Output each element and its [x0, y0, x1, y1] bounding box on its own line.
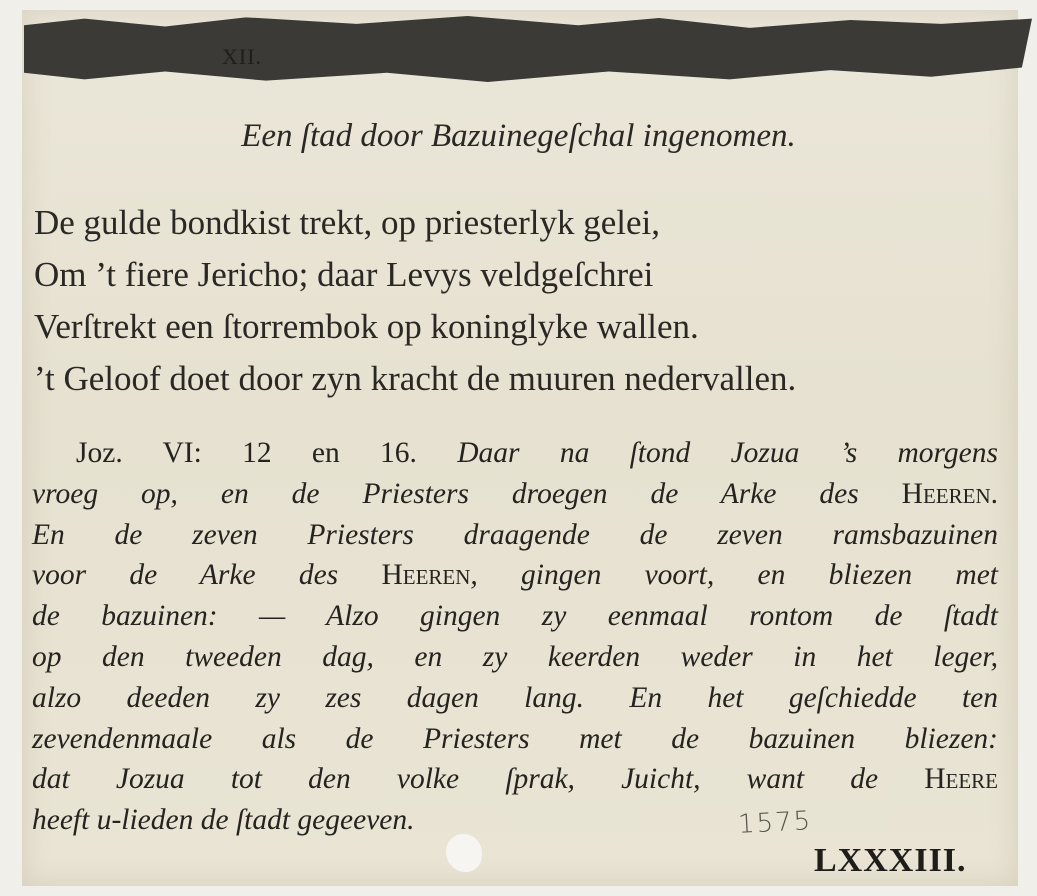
verse-block	[34, 197, 994, 405]
scripture-line: zevendenmaale als de Priesters met de bazuinen bliezen:	[32, 722, 998, 755]
torn-header-strip	[24, 16, 1032, 82]
scripture-text: , gingen voort, en bliezen met	[470, 559, 998, 592]
scripture-text: vroeg op, en de Priesters droegen de Arke des	[32, 477, 859, 510]
scripture-line: alzo deeden zy zes dagen lang. En het geſchiedde ten	[32, 681, 998, 714]
small-caps-word: Heeren	[381, 559, 471, 592]
scripture-line: heeft u-lieden de ſtadt gegeeven.	[32, 804, 415, 837]
verse-line: Om ’t fiere Jericho; daar Levys veldgeſchrei	[34, 255, 654, 294]
scripture-line: op den tweeden dag, en zy keerden weder in het leger,	[32, 640, 998, 673]
page-number: XII.	[222, 44, 263, 69]
scripture-line	[32, 474, 998, 515]
page-title: Een ſtad door Bazuinegeſchal ingenomen.	[241, 118, 796, 154]
scripture-line: de bazuinen: — Alzo gingen zy eenmaal rontom de ſtadt	[32, 600, 998, 633]
scripture-line	[32, 759, 998, 800]
scripture-reference: Joz. VI: 12 en 16.	[76, 437, 417, 469]
scripture-line	[32, 433, 998, 474]
verse-line: ’t Geloof doet door zyn kracht de muuren nedervallen.	[34, 359, 797, 398]
verse-line: Verſtrekt een ſtorrembok op koninglyke wallen.	[34, 307, 699, 346]
scripture-text: Daar na ſtond Jozua ’s morgens	[457, 437, 999, 469]
scripture-line	[32, 555, 998, 596]
scripture-text: dat Jozua tot den volke ſprak, Juicht, want de	[32, 763, 879, 796]
plate-number: LXXXIII.	[814, 842, 967, 879]
scripture-line: En de zeven Priesters draagende de zeven ramsbazuinen	[32, 518, 998, 551]
verse-line: De gulde bondkist trekt, op priesterlyk gelei,	[34, 203, 660, 242]
handwritten-number: 1575	[737, 806, 813, 840]
small-caps-word: Heere	[924, 763, 998, 796]
small-caps-word: Heeren.	[901, 477, 998, 510]
scripture-text: voor de Arke des	[32, 559, 339, 592]
paper-hole	[446, 834, 482, 872]
scripture-passage	[32, 433, 998, 841]
